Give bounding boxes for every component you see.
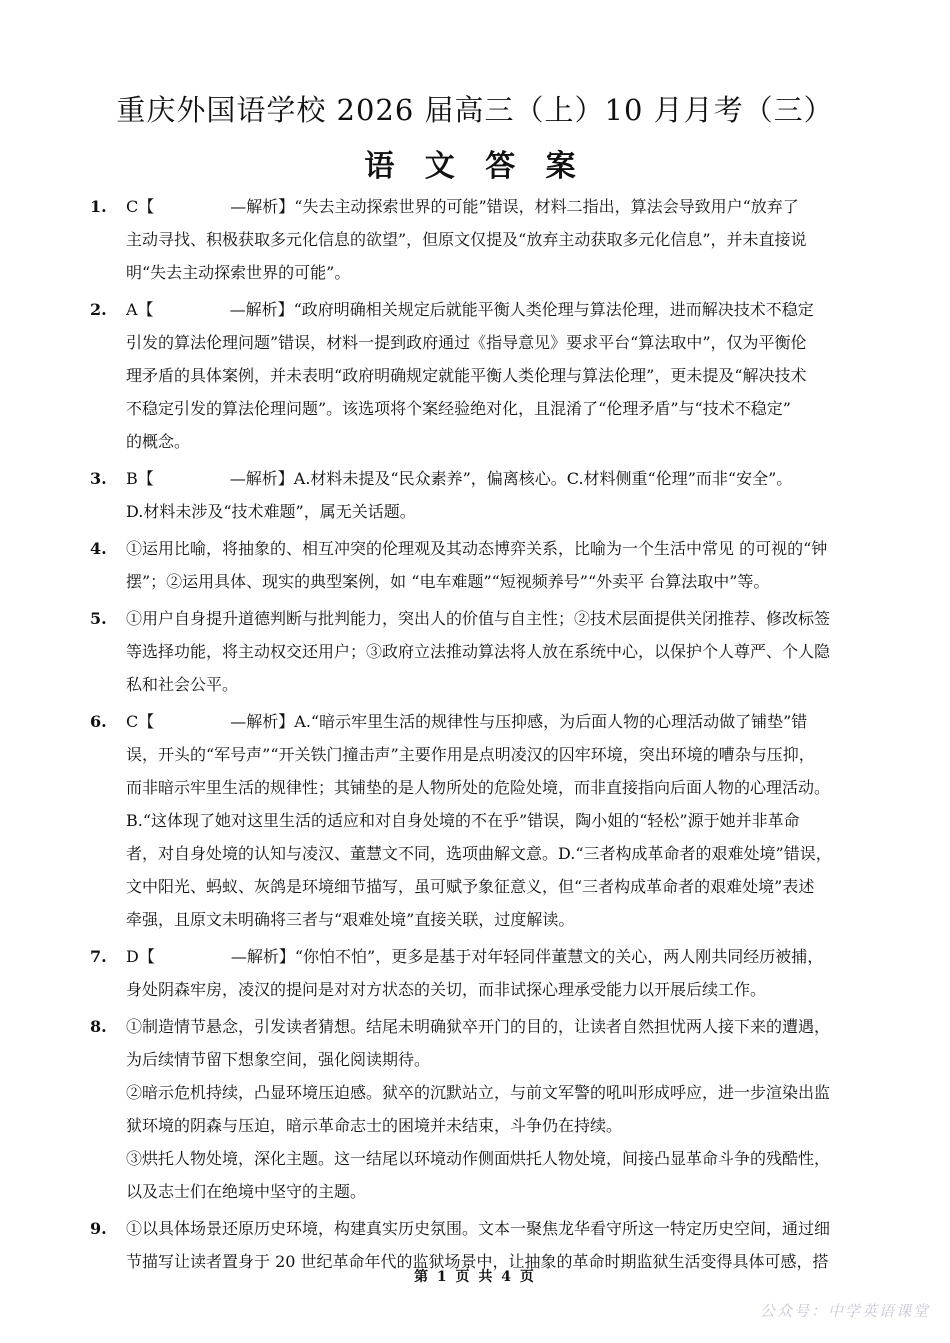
answer-text: 不稳定引发的算法伦理问题”。该选项将个案经验绝对化，且混淆了“伦理矛盾”与“技术不稳定” [126, 399, 791, 418]
answer-line [126, 602, 860, 635]
answer-number: 4. [90, 539, 107, 558]
answer-text: 理矛盾的具体案例，并未表明“政府明确规定就能平衡人类伦理与算法伦理”，更未提及“解决技术 [126, 366, 807, 385]
answer-text: 摆”；②运用具体、现实的典型案例，如 “电车难题”“短视频养号”“外卖平 台算法取中”等。 [126, 572, 770, 591]
answer-line [126, 973, 860, 1006]
document-subtitle: 语 文 答 案 [364, 149, 586, 184]
answer-line [126, 903, 860, 936]
answer-text: ①制造情节悬念，引发读者猜想。结尾未明确狱卒开门的目的，让读者自然担忧两人接下来的遭遇， [126, 1017, 831, 1036]
answer-body [126, 602, 860, 701]
answer-line [126, 326, 860, 359]
answer-line [126, 1010, 860, 1043]
answer-line [126, 425, 860, 458]
answer-number: 3. [90, 469, 107, 488]
answer-analysis-label: —解析】 [230, 712, 295, 731]
answer-number: 2. [90, 300, 107, 319]
answer-text: ①运用比喻，将抽象的、相互冲突的伦理观及其动态博弈关系，比喻为一个生活中常见 的可视的“钟 [126, 539, 828, 558]
answer-number: 6. [90, 712, 107, 731]
answer-body [126, 705, 860, 936]
answer-text: “你怕不怕”，更多是基于对年轻同伴董慧文的关心，两人刚共同经历被捕， [294, 947, 824, 966]
answer-text: ②暗示危机持续，凸显环境压迫感。狱卒的沉默站立，与前文军警的吼叫形成呼应，进一步渲染出监 [126, 1083, 831, 1102]
answer-text: 的概念。 [126, 432, 191, 451]
answer-item [90, 190, 860, 289]
answer-line [126, 1142, 860, 1175]
answer-line [126, 190, 860, 223]
answer-item [90, 940, 860, 1006]
answer-body [126, 462, 860, 528]
answer-number: 8. [90, 1017, 107, 1036]
answer-line [126, 771, 860, 804]
answer-line [126, 1175, 860, 1208]
answer-line [126, 392, 860, 425]
answer-choice: A【 [126, 300, 154, 319]
answer-text: ①用户自身提升道德判断与批判能力，突出人的价值与自主性；②技术层面提供关闭推荐、修改标签 [126, 609, 831, 628]
answer-text: ①以具体场景还原历史环境，构建真实历史氛围。文本一聚焦龙华看守所这一特定历史空间，通过细 [126, 1219, 831, 1238]
answer-line [126, 1076, 860, 1109]
answer-text: 为后续情节留下想象空间，强化阅读期待。 [126, 1050, 431, 1069]
answer-line [126, 532, 860, 565]
answer-text: 牵强，且原文未明确将三者与“艰难处境”直接关联，过度解读。 [126, 910, 575, 929]
answer-text: 者，对自身处境的认知与凌汉、董慧文不同，选项曲解文意。D.“三者构成革命者的艰难处境”错误， [126, 844, 832, 863]
answer-line [126, 223, 860, 256]
answer-line [126, 940, 860, 973]
answer-item [90, 1010, 860, 1208]
answer-line [126, 359, 860, 392]
answer-analysis-label: —解析】 [230, 947, 295, 966]
answer-text: A.“暗示牢里生活的规律性与压抑感，为后面人物的心理活动做了铺垫”错 [294, 712, 808, 731]
answer-choice: C【 [126, 197, 155, 216]
answer-line [126, 293, 860, 326]
answer-line [126, 565, 860, 598]
answer-line [126, 1043, 860, 1076]
answer-text: B.“这体现了她对这里生活的适应和对自身处境的不在乎”错误，陶小姐的“轻松”源于她并非革命 [126, 811, 800, 830]
answer-choice: B【 [126, 469, 154, 488]
page-number: 第 1 页 共 4 页 [414, 1269, 536, 1285]
answer-line [126, 462, 860, 495]
answer-body [126, 532, 860, 598]
answer-text: 节描写让读者置身于 20 世纪革命年代的监狱场景中，让抽象的革命时期监狱生活变得具体可感，搭 [126, 1252, 829, 1271]
answer-text: 狱环境的阴森与压迫，暗示革命志士的困境并未结束，斗争仍在持续。 [126, 1116, 623, 1135]
answer-item [90, 602, 860, 701]
answer-line [126, 635, 860, 668]
answer-item [90, 532, 860, 598]
answer-body [126, 940, 860, 1006]
answer-text: 引发的算法伦理问题”错误，材料一提到政府通过《指导意见》要求平台“算法取中”，仅为平衡伦 [126, 333, 807, 352]
answer-list [90, 190, 860, 1282]
answer-number: 7. [90, 947, 107, 966]
answer-analysis-label: —解析】 [229, 300, 294, 319]
answer-text: 文中阳光、蚂蚁、灰鸽是环境细节描写，虽可赋予象征意义，但“三者构成革命者的艰难处境”表述 [126, 877, 815, 896]
watermark: 公众号：中学英语课堂 [759, 1302, 930, 1320]
answer-body [126, 1010, 860, 1208]
answer-text: ③烘托人物处境，深化主题。这一结尾以环境动作侧面烘托人物处境，间接凸显革命斗争的残酷性， [126, 1149, 831, 1168]
answer-line [126, 870, 860, 903]
answer-line [126, 1109, 860, 1142]
answer-line [126, 804, 860, 837]
answer-text: A.材料未提及“民众素养”，偏离核心。C.材料侧重“伦理”而非“安全”。 [293, 469, 793, 488]
document-title: 重庆外国语学校 2026 届高三（上）10 月月考（三） [116, 93, 834, 127]
answer-text: 明“失去主动探索世界的可能”。 [126, 263, 351, 282]
answer-text: 误，开头的“军号声”“开关铁门撞击声”主要作用是点明凌汉的囚牢环境，突出环境的嘈杂与压抑， [126, 745, 815, 764]
answer-text: 私和社会公平。 [126, 675, 239, 694]
answer-text: 而非暗示牢里生活的规律性；其铺垫的是人物所处的危险处境，而非直接指向后面人物的心理活动。 [126, 778, 831, 797]
answer-analysis-label: —解析】 [229, 469, 294, 488]
answer-analysis-label: —解析】 [230, 197, 295, 216]
answer-text: “政府明确相关规定后就能平衡人类伦理与算法伦理，进而解决技术不稳定 [293, 300, 814, 319]
answer-choice: D【 [126, 947, 155, 966]
answer-text: 以及志士们在绝境中坚守的主题。 [126, 1182, 367, 1201]
answer-body [126, 190, 860, 289]
answer-line [126, 738, 860, 771]
answer-text: 主动寻找、积极获取多元化信息的欲望”，但原文仅提及“放弃主动获取多元化信息”，并未直接说 [126, 230, 807, 249]
answer-line [126, 256, 860, 289]
answer-number: 9. [90, 1219, 107, 1238]
answer-item [90, 293, 860, 458]
answer-text: 等选择功能，将主动权交还用户；③政府立法推动算法将人放在系统中心，以保护个人尊严、个人隐 [126, 642, 831, 661]
answer-number: 1. [90, 197, 107, 216]
answer-line [126, 705, 860, 738]
answer-line [126, 668, 860, 701]
answer-line [126, 837, 860, 870]
answer-text: 身处阴森牢房，凌汉的提问是对对方状态的关切，而非试探心理承受能力以开展后续工作。 [126, 980, 767, 999]
answer-line [126, 495, 860, 528]
answer-line [126, 1212, 860, 1245]
answer-item [90, 462, 860, 528]
answer-number: 5. [90, 609, 107, 628]
answer-item [90, 705, 860, 936]
answer-body [126, 293, 860, 458]
answer-choice: C【 [126, 712, 155, 731]
answer-text: “失去主动探索世界的可能”错误，材料二指出，算法会导致用户“放弃了 [294, 197, 799, 216]
answer-text: D.材料未涉及“技术难题”，属无关话题。 [126, 502, 416, 521]
